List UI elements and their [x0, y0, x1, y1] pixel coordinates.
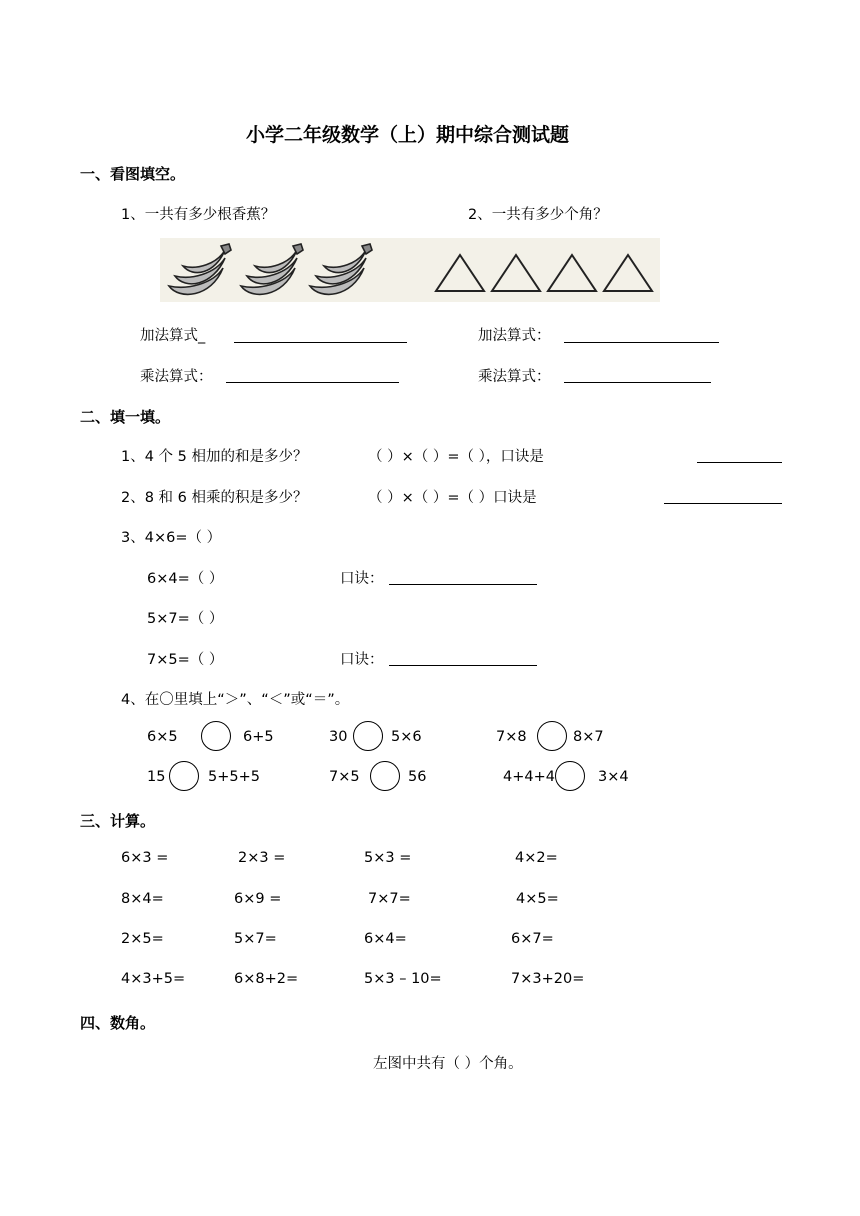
question-2-3c: 5×7=（ ）	[147, 611, 224, 627]
compare-left: 15	[147, 769, 166, 785]
calc-item: 5×7=	[234, 931, 277, 947]
calc-item: 7×3+20=	[511, 971, 585, 987]
compare-right: 6+5	[243, 729, 274, 745]
mnemonic-label: 口诀：	[340, 652, 384, 668]
compare-left: 4+4+4	[503, 769, 555, 785]
answer-line[interactable]	[664, 502, 782, 504]
calc-item: 6×7=	[511, 931, 554, 947]
compare-right: 3×4	[598, 769, 629, 785]
question-1-1: 1、一共有多少根香蕉？	[121, 207, 276, 223]
question-2-3d: 7×5=（ ）	[147, 652, 224, 668]
answer-line[interactable]	[564, 341, 719, 343]
calc-item: 5×3 – 10=	[364, 971, 442, 987]
banana-bunch-icon	[306, 242, 376, 302]
calc-item: 4×2=	[515, 850, 558, 866]
triangle-icon	[490, 253, 542, 293]
compare-left: 7×8	[496, 729, 527, 745]
banana-bunch-icon	[165, 242, 235, 302]
compare-left: 6×5	[147, 729, 178, 745]
calc-item: 8×4=	[121, 891, 164, 907]
addition-label-right: 加法算式：	[478, 328, 551, 344]
addition-label-left: 加法算式_	[140, 328, 206, 344]
compare-circle[interactable]	[353, 721, 383, 751]
calc-item: 2×5=	[121, 931, 164, 947]
banana-bunch-icon	[237, 242, 307, 302]
calc-item: 7×7=	[368, 891, 411, 907]
answer-line[interactable]	[564, 381, 711, 383]
question-2-1: 1、4 个 5 相加的和是多少？	[121, 449, 308, 465]
compare-circle[interactable]	[537, 721, 567, 751]
compare-left: 7×5	[329, 769, 360, 785]
compare-circle[interactable]	[201, 721, 231, 751]
calc-item: 2×3 =	[238, 850, 286, 866]
section-heading-4: 四、数角。	[80, 1014, 156, 1032]
compare-left: 30	[329, 729, 348, 745]
calc-item: 6×9 =	[234, 891, 282, 907]
answer-line[interactable]	[234, 341, 407, 343]
calc-item: 6×3 =	[121, 850, 169, 866]
section-heading-1: 一、看图填空。	[80, 165, 186, 183]
question-2-1-blanks: （ ）×（ ）=（ ），口诀是	[368, 449, 544, 465]
calc-item: 6×8+2=	[234, 971, 299, 987]
calc-item: 4×5=	[516, 891, 559, 907]
section-heading-2: 二、填一填。	[80, 408, 171, 426]
section-heading-3: 三、计算。	[80, 812, 156, 830]
compare-right: 5+5+5	[208, 769, 260, 785]
compare-circle[interactable]	[555, 761, 585, 791]
page-title: 小学二年级数学（上）期中综合测试题	[246, 124, 570, 146]
answer-line[interactable]	[697, 461, 782, 463]
multiplication-label-right: 乘法算式：	[478, 369, 551, 385]
calc-item: 5×3 =	[364, 850, 412, 866]
question-2-3a: 3、4×6=（ ）	[121, 530, 222, 546]
mnemonic-label: 口诀：	[340, 571, 384, 587]
triangle-icon	[434, 253, 486, 293]
calc-item: 6×4=	[364, 931, 407, 947]
angle-count-question: 左图中共有（ ）个角。	[373, 1056, 523, 1072]
triangle-icon	[602, 253, 654, 293]
compare-right: 8×7	[573, 729, 604, 745]
question-2-4: 4、在〇里填上“＞”、“＜”或“＝”。	[121, 692, 350, 708]
calc-item: 4×3+5=	[121, 971, 186, 987]
compare-circle[interactable]	[370, 761, 400, 791]
compare-circle[interactable]	[169, 761, 199, 791]
compare-right: 5×6	[391, 729, 422, 745]
answer-line[interactable]	[389, 583, 537, 585]
triangle-icon	[546, 253, 598, 293]
answer-line[interactable]	[389, 664, 537, 666]
question-2-3b: 6×4=（ ）	[147, 571, 224, 587]
question-1-2: 2、一共有多少个角？	[468, 207, 608, 223]
answer-line[interactable]	[226, 381, 399, 383]
question-2-2: 2、8 和 6 相乘的积是多少？	[121, 490, 308, 506]
multiplication-label-left: 乘法算式：	[140, 369, 213, 385]
compare-right: 56	[408, 769, 427, 785]
question-2-2-blanks: （ ）×（ ）=（ ）口诀是	[368, 490, 537, 506]
